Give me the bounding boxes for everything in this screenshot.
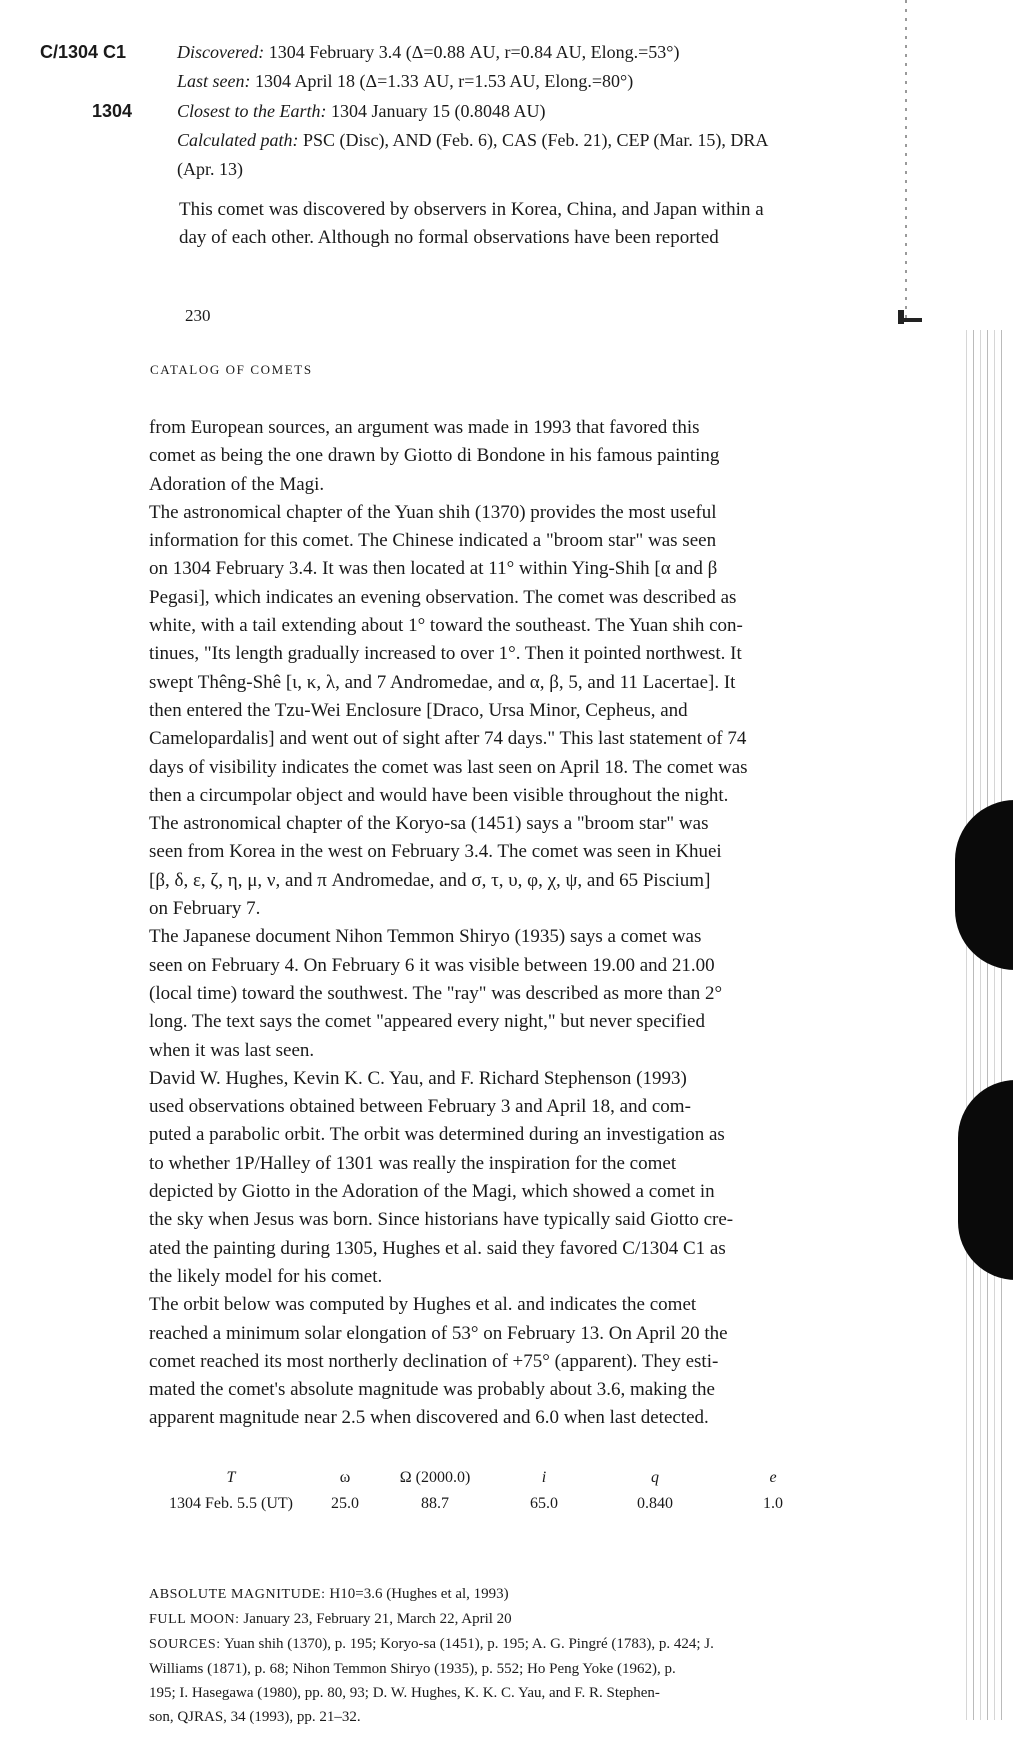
- body-line: Pegasi], which indicates an evening observation. The comet was described as: [149, 586, 737, 608]
- body-line: The astronomical chapter of the Yuan shih (1370) provides the most useful: [149, 501, 717, 523]
- header-path: [177, 130, 768, 151]
- body-line: then a circumpolar object and would have been visible throughout the night.: [149, 784, 729, 806]
- body-line: information for this comet. The Chinese indicated a "broom star" was seen: [149, 530, 717, 552]
- comet-year: 1304: [92, 101, 133, 121]
- body-text: [149, 414, 748, 1433]
- body-line: seen on February 4. On February 6 it was visible between 19.00 and 21.00: [149, 954, 715, 976]
- body-line: then entered the Tzu-Wei Enclosure [Draco, Ursa Minor, Cepheus, and: [149, 699, 688, 721]
- body-line: (local time) toward the southwest. The "ray" was described as more than 2°: [149, 982, 723, 1004]
- body-line: the sky when Jesus was born. Since historians have typically said Giotto cre-: [149, 1209, 734, 1231]
- sources-line: 195; I. Hasegawa (1980), pp. 80, 93; D. W. Hughes, K. K. C. Yau, and F. R. Stephen-: [149, 1685, 660, 1701]
- orbit-cell-i: 65.0: [530, 1495, 558, 1512]
- running-head: CATALOG OF COMETS: [150, 362, 313, 377]
- header-discovered-value: 1304 February 3.4 (Δ=0.88 AU, r=0.84 AU, Elong.=53°): [264, 42, 680, 62]
- sources-line: Yuan shih (1370), p. 195; Koryo-sa (1451), p. 195; A. G. Pingré (1783), p. 424; J.: [220, 1636, 714, 1652]
- orbit-header-node: Ω (2000.0): [399, 1469, 471, 1486]
- full-moon: [149, 1607, 714, 1632]
- absolute-magnitude-value: H10=3.6 (Hughes et al, 1993): [325, 1586, 509, 1602]
- comet-designation: C/1304 C1: [40, 42, 127, 62]
- body-line: tinues, "Its length gradually increased to over 1°. Then it pointed northwest. It: [149, 643, 742, 665]
- header-last-seen-value: 1304 April 18 (Δ=1.33 AU, r=1.53 AU, Elong.=80°): [250, 71, 634, 91]
- scan-shadow-lower: [958, 1080, 1013, 1280]
- sources-line: son, QJRAS, 34 (1993), pp. 21–32.: [149, 1709, 361, 1725]
- header-closest: [177, 101, 545, 122]
- sources-label: SOURCES:: [149, 1637, 221, 1652]
- body-line: seen from Korea in the west on February 3.4. The comet was seen in Khuei: [149, 841, 722, 863]
- orbit-cell-e: 1.0: [763, 1495, 783, 1512]
- header-path-cont-value: (Apr. 13): [177, 159, 243, 179]
- orbit-header-q: q: [651, 1469, 659, 1486]
- intro-line: day of each other. Although no formal observations have been reported: [179, 227, 719, 249]
- orbit-header-e: e: [769, 1469, 777, 1486]
- orbit-cell-q: 0.840: [637, 1495, 673, 1512]
- table-row: [148, 1493, 830, 1519]
- header-discovered-key: Discovered:: [177, 42, 265, 62]
- body-line: comet reached its most northerly declination of +75° (apparent). They esti-: [149, 1350, 719, 1372]
- body-line: ated the painting during 1305, Hughes et al. said they favored C/1304 C1 as: [149, 1237, 726, 1259]
- header-discovered: [177, 42, 679, 63]
- orbit-table: [148, 1467, 830, 1519]
- orbit-table-header: [148, 1467, 830, 1493]
- body-line: apparent magnitude near 2.5 when discovered and 6.0 when last detected.: [149, 1407, 709, 1429]
- intro-paragraph: [179, 196, 764, 253]
- full-moon-value: January 23, February 21, March 22, April 20: [239, 1611, 512, 1627]
- sources-line: Williams (1871), p. 68; Nihon Temmon Shiryo (1935), p. 552; Ho Peng Yoke (1962), p.: [149, 1661, 676, 1677]
- body-line: comet as being the one drawn by Giotto di Bondone in his famous painting: [149, 445, 720, 467]
- body-line: long. The text says the comet "appeared every night," but never specified: [149, 1011, 705, 1033]
- orbit-header-omega: ω: [339, 1469, 351, 1486]
- full-moon-label: FULL MOON:: [149, 1612, 240, 1627]
- body-line: reached a minimum solar elongation of 53° on February 13. On April 20 the: [149, 1322, 728, 1344]
- body-line: from European sources, an argument was made in 1993 that favored this: [149, 417, 700, 438]
- body-line: on 1304 February 3.4. It was then located at 11° within Ying-Shih [α and β: [149, 558, 718, 580]
- orbit-header-i: i: [541, 1469, 547, 1486]
- body-line: used observations obtained between February 3 and April 18, and com-: [149, 1096, 691, 1118]
- body-line: the likely model for his comet.: [149, 1265, 383, 1287]
- header-last-seen-key: Last seen:: [177, 71, 251, 91]
- orbit-header-T: T: [226, 1469, 236, 1486]
- page-number: 230: [185, 306, 211, 325]
- scan-edge-strip: [960, 330, 1008, 1720]
- header-path-cont: [177, 159, 243, 180]
- scan-edge-tick: [900, 318, 922, 322]
- intro-line: This comet was discovered by observers in Korea, China, and Japan within a: [179, 199, 764, 220]
- header-closest-key: Closest to the Earth:: [177, 101, 327, 121]
- body-line: white, with a tail extending about 1° toward the southeast. The Yuan shih con-: [149, 615, 743, 637]
- body-line: The astronomical chapter of the Koryo-sa (1451) says a "broom star" was: [149, 813, 709, 835]
- body-line: [β, δ, ε, ζ, η, μ, ν, and π Andromedae, and σ, τ, υ, φ, χ, ψ, and 65 Piscium]: [149, 869, 711, 891]
- metadata-block: [149, 1582, 714, 1729]
- body-line: The orbit below was computed by Hughes et al. and indicates the comet: [149, 1294, 697, 1316]
- body-line: mated the comet's absolute magnitude was probably about 3.6, making the: [149, 1379, 715, 1401]
- orbit-cell-omega: 25.0: [331, 1495, 359, 1512]
- body-line: to whether 1P/Halley of 1301 was really the inspiration for the comet: [149, 1152, 677, 1174]
- body-line: depicted by Giotto in the Adoration of the Magi, which showed a comet in: [149, 1181, 715, 1203]
- body-line: David W. Hughes, Kevin K. C. Yau, and F. Richard Stephenson (1993): [149, 1067, 687, 1089]
- scan-edge-rule: [905, 0, 907, 320]
- absolute-magnitude-label: ABSOLUTE MAGNITUDE:: [149, 1587, 326, 1602]
- body-line: Adoration of the Magi.: [149, 473, 325, 495]
- header-last-seen: [177, 71, 633, 92]
- orbit-cell-T: 1304 Feb. 5.5 (UT): [169, 1495, 293, 1512]
- orbit-cell-node: 88.7: [421, 1495, 449, 1512]
- header-path-key: Calculated path:: [177, 130, 299, 150]
- body-line: when it was last seen.: [149, 1039, 315, 1061]
- sources: [149, 1632, 714, 1657]
- body-line: Camelopardalis] and went out of sight after 74 days." This last statement of 74: [149, 728, 747, 750]
- body-line: puted a parabolic orbit. The orbit was determined during an investigation as: [149, 1124, 725, 1146]
- body-line: The Japanese document Nihon Temmon Shiryo (1935) says a comet was: [149, 926, 702, 948]
- absolute-magnitude: [149, 1582, 714, 1607]
- header-closest-value: 1304 January 15 (0.8048 AU): [326, 101, 546, 121]
- body-line: swept Thêng-Shê [ι, κ, λ, and 7 Andromedae, and α, β, 5, and 11 Lacertae]. It: [149, 671, 736, 693]
- header-path-value: PSC (Disc), AND (Feb. 6), CAS (Feb. 21), CEP (Mar. 15), DRA: [298, 130, 769, 150]
- body-line: days of visibility indicates the comet was last seen on April 18. The comet was: [149, 756, 748, 778]
- body-line: on February 7.: [149, 898, 261, 920]
